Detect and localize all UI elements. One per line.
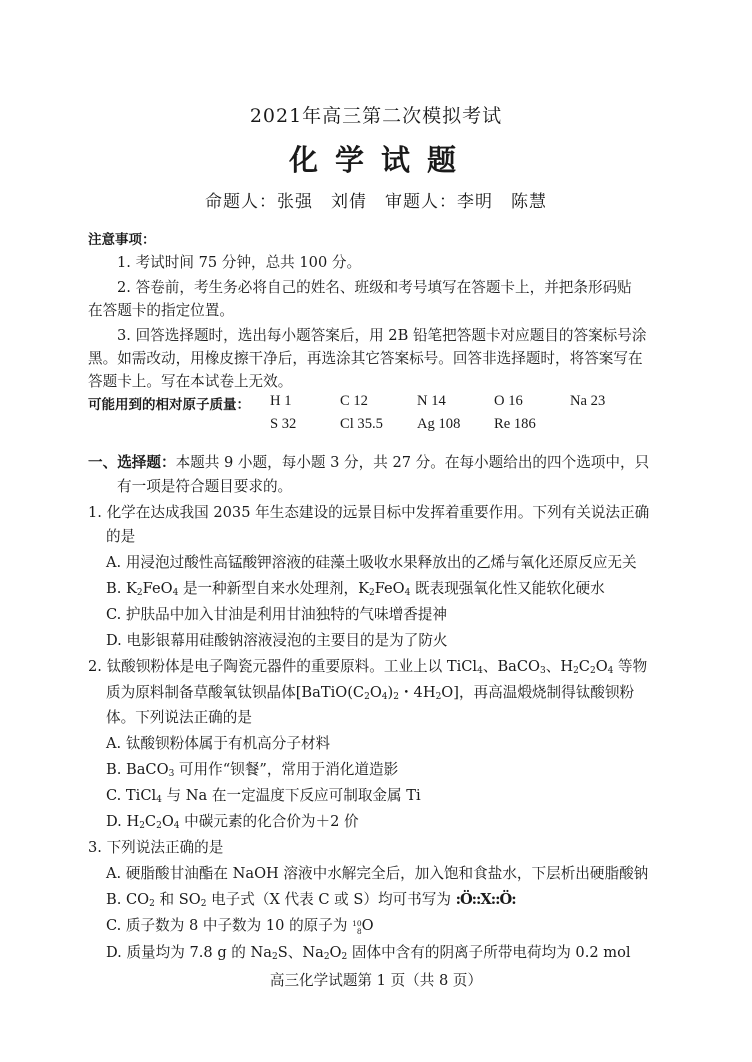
subject-title: 化学试题 bbox=[288, 143, 473, 177]
section-1-instructions-line-2: 有一项是符合题目要求的。 bbox=[117, 478, 293, 495]
atomic-mass-ag: Ag 108 bbox=[417, 416, 461, 432]
notes-item-3-line-3: 答题卡上。写在本试卷上无效。 bbox=[88, 373, 293, 390]
atomic-mass-h: H 1 bbox=[270, 393, 292, 409]
atomic-mass-s: S 32 bbox=[270, 416, 297, 432]
atomic-mass-c: C 12 bbox=[340, 393, 368, 409]
q3-option-d: D. 质量均为 7.8 g 的 $Na_2S$、$Na_2O_2$ 固体中含有的阴离子所带电荷均为 0.2 mol bbox=[106, 944, 631, 962]
notes-item-3-line-1: 3. 回答选择题时，选出每小题答案后，用 2B 铅笔把答题卡对应题目的答案标号涂 bbox=[117, 327, 647, 344]
q2-option-c: C. TiCl$_4$ 与 Na 在一定温度下反应可制取金属 Ti bbox=[106, 787, 421, 805]
q2-option-d: D. $H_2C_2O_4$ 中碳元素的化合价为＋2 价 bbox=[106, 813, 359, 831]
authors-line: 命题人：张强 刘倩 审题人：李明 陈慧 bbox=[205, 192, 547, 212]
atomic-mass-re: Re 186 bbox=[494, 416, 536, 432]
section-1-instr-text: 本题共 9 小题，每小题 3 分，共 27 分。在每小题给出的四个选项中，只 bbox=[175, 454, 650, 471]
atomic-mass-label: 可能用到的相对原子质量： bbox=[88, 397, 250, 413]
notes-item-1: 1. 考试时间 75 分钟，总共 100 分。 bbox=[117, 254, 362, 271]
page-footer: 高三化学试题第 1 页（共 8 页） bbox=[269, 972, 483, 989]
q2-stem-line-2: 质为原料制备草酸氧钛钡晶体[$BaTiO(C_2O_4)_2$・$4H_2O$]，再高温煅烧制得钛酸钡粉 bbox=[106, 684, 635, 702]
q2-option-a: A. 钛酸钡粉体属于有机高分子材料 bbox=[106, 735, 331, 752]
notes-heading: 注意事项： bbox=[88, 232, 156, 248]
notes-item-2-line-1: 2. 答卷前，考生务必将自己的姓名、班级和考号填写在答题卡上，并把条形码贴 bbox=[117, 279, 632, 296]
q1-option-b: B. $K_2FeO_4$ 是一种新型自来水处理剂，$K_2FeO_4$ 既表现强氧化性又能软化硬水 bbox=[106, 580, 605, 598]
isotope-notation: 10 8 bbox=[352, 919, 362, 936]
atomic-mass-n: N 14 bbox=[417, 393, 446, 409]
q2-stem-line-3: 体。下列说法正确的是 bbox=[106, 709, 252, 726]
atomic-mass-o: O 16 bbox=[494, 393, 523, 409]
q3-stem: 3. 下列说法正确的是 bbox=[88, 839, 224, 856]
q1-stem-line-2: 的是 bbox=[106, 528, 136, 545]
section-1-heading: 一、选择题： bbox=[88, 454, 176, 471]
atomic-mass-cl: Cl 35.5 bbox=[340, 416, 383, 432]
q3-option-b: B. $CO_2$ 和 $SO_2$ 电子式（X 代表 C 或 S）均可书写为 :Ö::X::Ö: bbox=[106, 891, 516, 909]
q1-option-a: A. 用浸泡过酸性高锰酸钾溶液的硅藻土吸收水果释放出的乙烯与氧化还原反应无关 bbox=[106, 554, 637, 571]
q2-stem-line-1: 2. 钛酸钡粉体是电子陶瓷元器件的重要原料。工业上以 TiCl$_4$、BaCO$_3$、$H_2C_2O_4$ 等物 bbox=[88, 658, 648, 676]
q2-option-b: B. BaCO$_3$ 可用作“钡餐”，常用于消化道造影 bbox=[106, 761, 399, 779]
notes-item-2-line-2: 在答题卡的指定位置。 bbox=[88, 302, 234, 319]
section-1-instructions-line-1 bbox=[88, 453, 649, 473]
q3-option-c: C. 质子数为 8 中子数为 10 的原子为 10 8 O bbox=[106, 917, 374, 936]
q3-option-a: A. 硬脂酸甘油酯在 NaOH 溶液中水解完全后，加入饱和食盐水，下层析出硬脂酸钠 bbox=[106, 865, 649, 882]
exam-title: 2021年高三第二次模拟考试 bbox=[249, 105, 503, 127]
electron-dot-formula: :Ö::X::Ö: bbox=[455, 891, 516, 908]
q1-stem-line-1: 1. 化学在达成我国 2035 年生态建设的远景目标中发挥着重要作用。下列有关说法正确 bbox=[88, 504, 650, 521]
atomic-mass-na: Na 23 bbox=[570, 393, 606, 409]
q1-option-d: D. 电影银幕用硅酸钠溶液浸泡的主要目的是为了防火 bbox=[106, 632, 448, 649]
notes-item-3-line-2: 黑。如需改动，用橡皮擦干净后，再选涂其它答案标号。回答非选择题时，将答案写在 bbox=[88, 350, 643, 367]
q1-option-c: C. 护肤品中加入甘油是利用甘油独特的气味增香提神 bbox=[106, 606, 447, 623]
